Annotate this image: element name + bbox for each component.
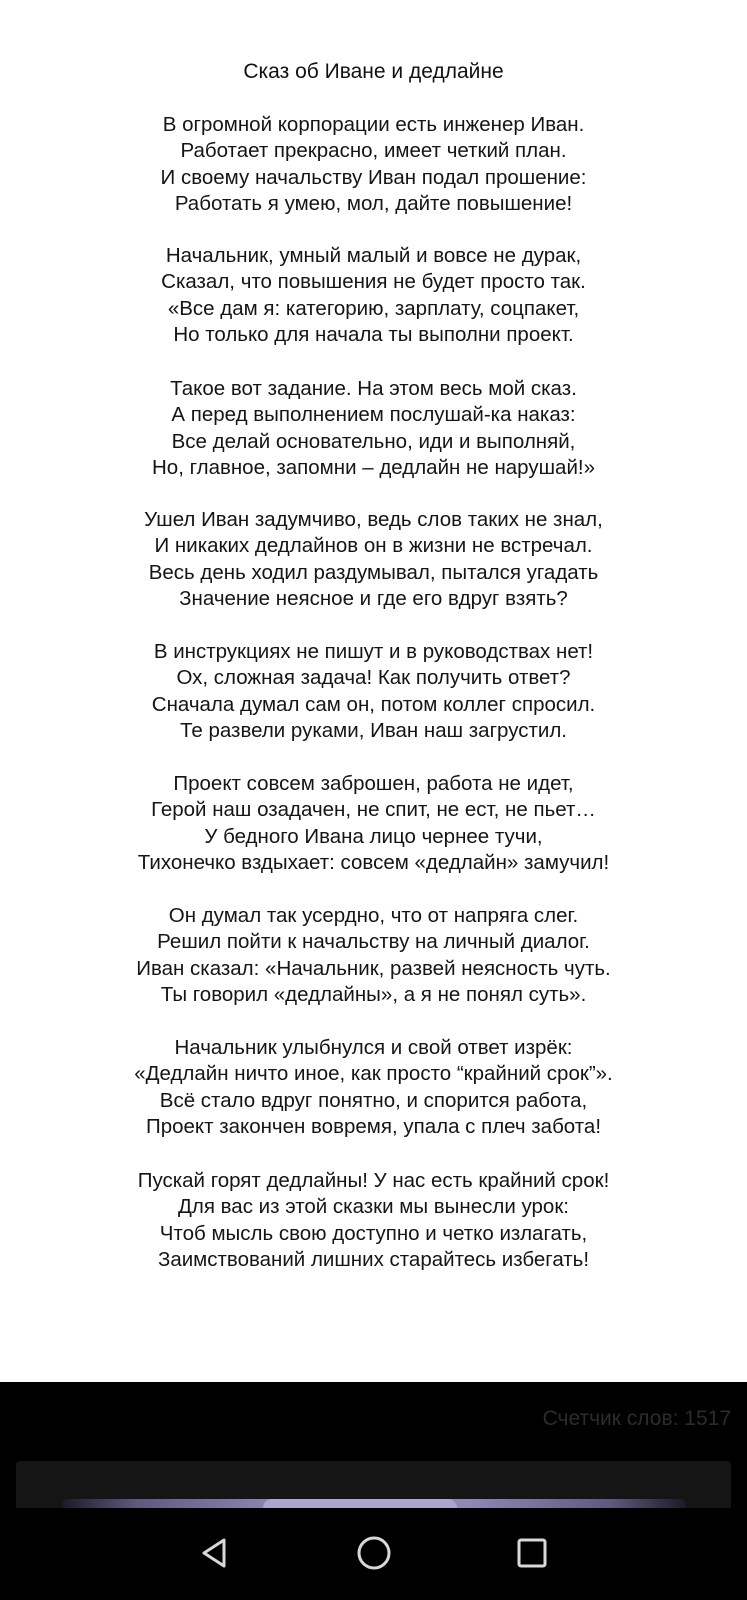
poem-line: Работать я умею, мол, дайте повышение! xyxy=(174,192,573,216)
poem-line: Он думал так усердно, что от напряга слег. xyxy=(168,904,579,927)
poem-line: Проект закончен вовремя, упала с плеч забота! xyxy=(145,1115,602,1139)
navigation-bar xyxy=(0,1508,747,1600)
poem-line: Для вас из этой сказки мы вынесли урок: xyxy=(178,1195,569,1219)
poem-line: У бедного Ивана лицо чернее тучи, xyxy=(204,824,543,848)
poem-line: «Все дам я: категорию, зарплату, соцпакет, xyxy=(167,296,580,320)
home-button[interactable] xyxy=(350,1529,398,1577)
poem-title: Сказ об Иване и дедлайне xyxy=(243,60,504,83)
poem-line: И своему начальству Иван подал прошение: xyxy=(160,165,587,189)
poem-line: Начальник улыбнулся и свой ответ изрёк: xyxy=(174,1036,573,1059)
back-triangle-icon xyxy=(196,1535,232,1571)
poem-line: Те развели руками, Иван наш загрустил. xyxy=(180,719,567,743)
stanza xyxy=(0,1035,747,1141)
poem-line: Решил пойти к начальству на личный диалог. xyxy=(157,930,590,954)
stanza xyxy=(0,771,747,877)
recents-square-icon xyxy=(514,1535,550,1571)
back-button[interactable] xyxy=(190,1529,238,1577)
stanza xyxy=(0,507,747,613)
poem-line: Герой наш озадачен, не спит, не ест, не пьет… xyxy=(151,798,596,822)
word-counter: Счетчик слов: 1517 xyxy=(542,1407,731,1430)
poem-line: «Дедлайн ничто иное, как просто “крайний срок”». xyxy=(134,1062,613,1086)
poem-line: И никаких дедлайнов он в жизни не встречал. xyxy=(154,534,593,558)
poem-line: Тихонечко вздыхает: совсем «дедлайн» замучил! xyxy=(137,851,610,875)
poem-line: Заимствований лишних старайтесь избегать! xyxy=(157,1248,590,1272)
poem-line: Сначала думал сам он, потом коллег спросил. xyxy=(151,692,596,716)
stanza xyxy=(0,376,747,482)
poem-line: Но только для начала ты выполни проект. xyxy=(173,323,574,347)
stanza xyxy=(0,639,747,745)
poem-line: Чтоб мысль свою доступно и четко излагать, xyxy=(159,1221,588,1245)
poem-line: Сказал, что повышения не будет просто так. xyxy=(161,270,586,294)
poem-line: Пускай горят дедлайны! У нас есть крайний срок! xyxy=(137,1169,610,1192)
stanza xyxy=(0,1168,747,1274)
poem-line: Значение неясное и где его вдруг взять? xyxy=(179,587,568,611)
poem-line: Работает прекрасно, имеет четкий план. xyxy=(180,139,567,163)
poem-line: В огромной корпорации есть инженер Иван. xyxy=(162,113,585,136)
poem-line: В инструкциях не пишут и в руководствах нет! xyxy=(153,640,594,663)
poem-line: Проект совсем заброшен, работа не идет, xyxy=(173,772,574,795)
poem-line: А перед выполнением послушай-ка наказ: xyxy=(171,403,576,427)
poem-line: Иван сказал: «Начальник, развей неясность чуть. xyxy=(136,956,611,980)
stanza xyxy=(0,243,747,349)
poem-line: Весь день ходил раздумывал, пытался угадать xyxy=(148,560,599,584)
poem-line: Начальник, умный малый и вовсе не дурак, xyxy=(165,244,582,267)
poem-line: Ох, сложная задача! Как получить ответ? xyxy=(176,666,571,690)
poem-line: Всё стало вдруг понятно, и спорится работа, xyxy=(159,1088,588,1112)
stanza xyxy=(0,112,747,218)
poem-line: Все делай основательно, иди и выполняй, xyxy=(171,429,576,453)
poem-line: Такое вот задание. На этом весь мой сказ. xyxy=(170,377,577,400)
poem-line: Ты говорил «дедлайны», а я не понял суть». xyxy=(160,983,587,1007)
recents-button[interactable] xyxy=(508,1529,556,1577)
poem-line: Ушел Иван задумчиво, ведь слов таких не знал, xyxy=(144,508,603,531)
stanza xyxy=(0,903,747,1009)
home-circle-icon xyxy=(354,1533,394,1573)
poem-line: Но, главное, запомни – дедлайн не нарушай!» xyxy=(151,456,595,480)
